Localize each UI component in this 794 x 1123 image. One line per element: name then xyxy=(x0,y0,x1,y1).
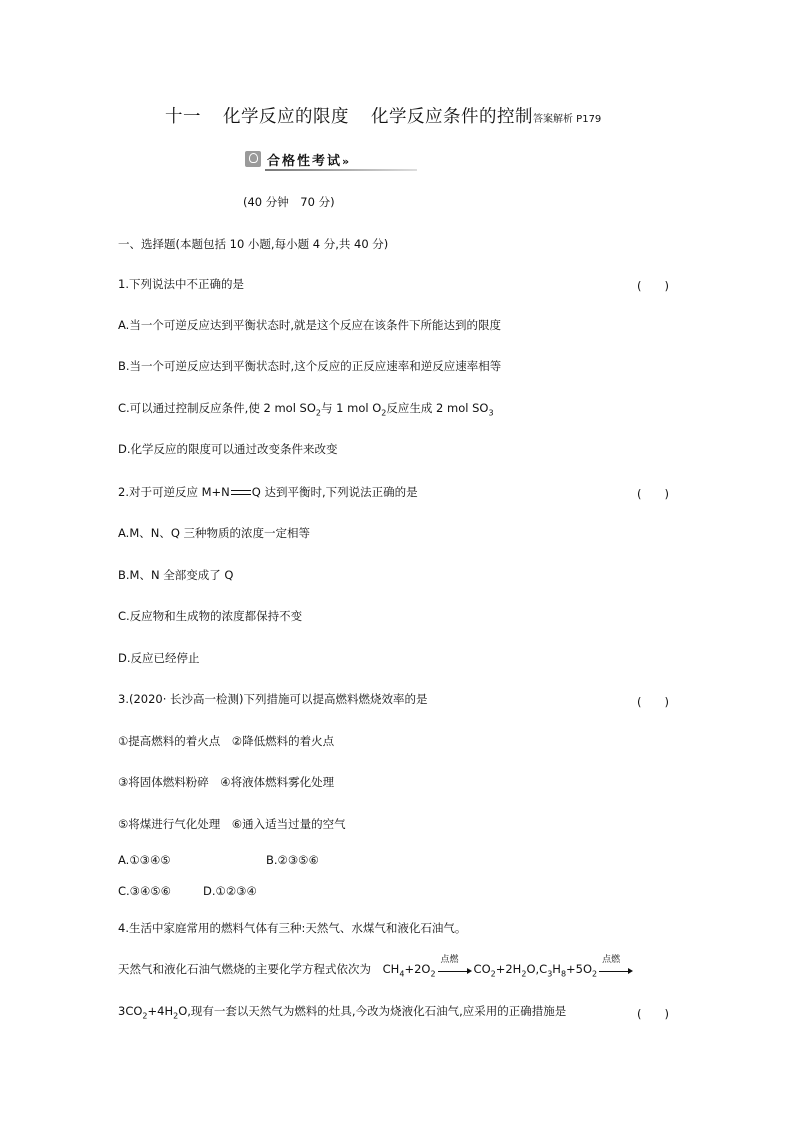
test-info: (40 分钟 70 分) xyxy=(243,195,335,209)
q3-option-d: D.①②③④ xyxy=(203,884,257,898)
q3-statement-5-6: ⑤将煤进行气化处理 ⑥通入适当过量的空气 xyxy=(118,817,346,831)
q3-option-b: B.②③⑤⑥ xyxy=(266,853,319,867)
q2-answer-blank: ( ) xyxy=(637,487,669,501)
q2-stem: 2.对于可逆反应 M+N Q 达到平衡时,下列说法正确的是 xyxy=(118,485,418,499)
section-banner xyxy=(245,150,420,170)
q4-answer-blank: ( ) xyxy=(637,1007,669,1021)
q4-stem-line2: 天然气和液化石油气燃烧的主要化学方程式依次为 $CH_4+2O_2$ 点燃 $CO_2+2H_2O,C_3H_8+5O_2$ 点燃 xyxy=(118,961,635,978)
q3-statement-1-2: ①提高燃料的着火点 ②降低燃料的着火点 xyxy=(118,734,335,748)
q2-option-b: B.M、N 全部变成了 Q xyxy=(118,568,234,582)
page-title xyxy=(165,103,601,128)
q2-option-a: A.M、N、Q 三种物质的浓度一定相等 xyxy=(118,526,311,540)
ignite-arrow-2: 点燃 xyxy=(599,963,633,977)
answer-reference: 答案解析 P179 xyxy=(533,114,602,125)
q4-stem-line3: $3CO_2+4H_2O$,现有一套以天然气为燃料的灶具,今改为烧液化石油气,应采用的正确措施是 xyxy=(118,1004,567,1021)
q3-option-c: C.③④⑤⑥ xyxy=(118,884,171,898)
banner-label: 合格性考试» xyxy=(267,154,348,169)
q3-stem: 3.(2020· 长沙高一检测)下列措施可以提高燃料燃烧效率的是 xyxy=(118,692,428,706)
title-part1: 化学反应的限度 xyxy=(223,107,349,127)
q4-stem-line1: 4.生活中家庭常用的燃料气体有三种:天然气、水煤气和液化石油气。 xyxy=(118,921,467,935)
reversible-arrow-icon xyxy=(231,488,251,498)
q1-option-c: C.可以通过控制反应条件,使 2 mol $SO_2$与 1 mol $O_2$反应生成 2 mol $SO_3$ xyxy=(118,401,494,418)
q1-answer-blank: ( ) xyxy=(637,279,669,293)
q2-option-d: D.反应已经停止 xyxy=(118,651,200,665)
q3-statement-3-4: ③将固体燃料粉碎 ④将液体燃料雾化处理 xyxy=(118,775,335,789)
title-number: 十一 xyxy=(165,107,201,127)
title-part2: 化学反应条件的控制 xyxy=(371,107,533,127)
lightbulb-icon xyxy=(245,151,261,167)
q1-option-b: B.当一个可逆反应达到平衡状态时,这个反应的正反应速率和逆反应速率相等 xyxy=(118,359,502,373)
q3-option-a: A.①③④⑤ xyxy=(118,853,171,867)
section-heading: 一、选择题(本题包括 10 小题,每小题 4 分,共 40 分) xyxy=(118,237,389,251)
q1-stem: 1.下列说法中不正确的是 xyxy=(118,277,244,291)
q1-option-a: A.当一个可逆反应达到平衡状态时,就是这个反应在该条件下所能达到的限度 xyxy=(118,318,501,332)
q2-option-c: C.反应物和生成物的浓度都保持不变 xyxy=(118,609,303,623)
ignite-arrow-1: 点燃 xyxy=(438,963,472,977)
banner-underline xyxy=(265,169,417,171)
q1-option-d: D.化学反应的限度可以通过改变条件来改变 xyxy=(118,442,338,456)
q3-answer-blank: ( ) xyxy=(637,695,669,709)
